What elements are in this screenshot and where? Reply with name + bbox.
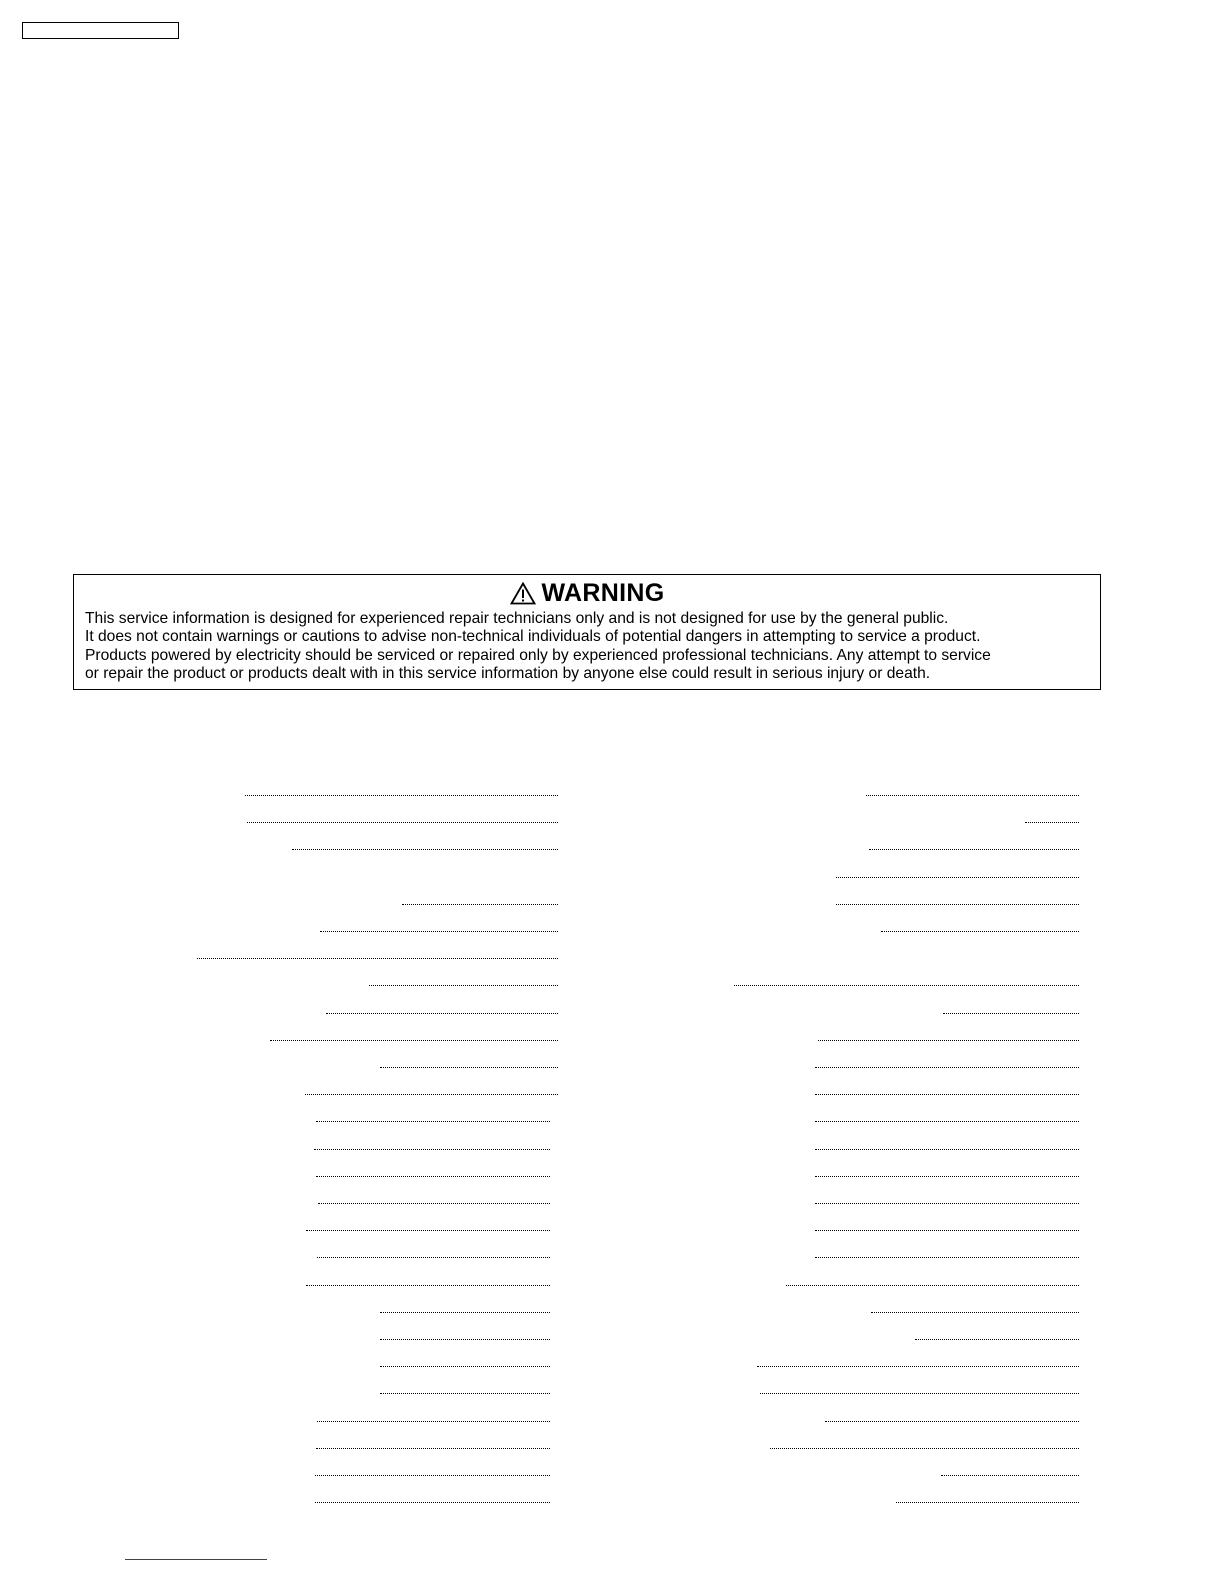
warning-line: This service information is designed for experienced repair technicians only and is not designed for use by the general public.	[85, 610, 949, 627]
toc-leader-right	[757, 1366, 1079, 1367]
toc-leader-right	[836, 877, 1079, 878]
toc-leader-left	[197, 958, 558, 959]
toc-leader-right	[881, 931, 1079, 932]
toc-leader-right	[915, 1339, 1079, 1340]
toc-leader-left	[380, 1067, 558, 1068]
toc-leader-right	[815, 1176, 1079, 1177]
toc-leader-left	[306, 1285, 550, 1286]
toc-leader-right	[770, 1448, 1079, 1449]
toc-leader-right	[943, 1013, 1079, 1014]
warning-line: Products powered by electricity should be serviced or repaired only by experienced professional technicians. Any attempt to service	[85, 646, 991, 664]
toc-leader-left	[318, 1203, 550, 1204]
toc-leader-right	[825, 1421, 1079, 1422]
toc-leader-right	[815, 1230, 1079, 1231]
warning-triangle-icon	[510, 582, 536, 605]
toc-leader-left	[369, 985, 558, 986]
toc-leader-left	[292, 849, 558, 850]
warning-line: or repair the product or products dealt with in this service information by anyone else could result in serious injury or death.	[85, 664, 931, 682]
warning-line: It does not contain warnings or cautions to advise non-technical individuals of potential dangers in attempting to service a product.	[85, 628, 981, 646]
toc-leader-left	[402, 904, 558, 905]
toc-leader-right	[760, 1393, 1079, 1394]
toc-leader-left	[315, 1502, 550, 1503]
toc-leader-left	[380, 1366, 550, 1367]
toc-leader-right	[836, 904, 1079, 905]
toc-leader-left	[326, 1013, 558, 1014]
toc-leader-right	[815, 1121, 1079, 1122]
toc-leader-right	[815, 1203, 1079, 1204]
toc-leader-left	[316, 1448, 550, 1449]
toc-leader-left	[380, 1339, 550, 1340]
toc-leader-left	[320, 931, 558, 932]
toc-leader-right	[815, 1257, 1079, 1258]
warning-heading	[74, 579, 1100, 607]
toc-leader-left	[247, 822, 558, 823]
toc-leader-right	[815, 1067, 1079, 1068]
toc-leader-left	[316, 1176, 550, 1177]
toc-leader-right	[866, 795, 1079, 796]
link-underline[interactable]	[125, 1559, 267, 1560]
warning-notice	[73, 574, 1101, 690]
header-label-box	[22, 22, 179, 39]
toc-leader-left	[314, 1149, 550, 1150]
toc-leader-right	[815, 1149, 1079, 1150]
toc-leader-left	[306, 1230, 550, 1231]
toc-leader-left	[317, 1421, 550, 1422]
toc-leader-left	[380, 1393, 550, 1394]
toc-leader-left	[317, 1257, 550, 1258]
toc-leader-right	[734, 985, 1079, 986]
toc-leader-left	[316, 1121, 550, 1122]
toc-leader-right	[896, 1502, 1079, 1503]
toc-leader-right	[941, 1475, 1079, 1476]
toc-leader-left	[270, 1040, 558, 1041]
toc-leader-left	[315, 1475, 550, 1476]
toc-leader-right	[1025, 822, 1079, 823]
warning-text	[85, 610, 1092, 683]
toc-leader-right	[869, 849, 1079, 850]
toc-leader-right	[871, 1312, 1079, 1313]
toc-leader-right	[786, 1285, 1079, 1286]
toc-leader-left	[245, 795, 558, 796]
toc-leader-right	[815, 1094, 1079, 1095]
toc-leader-left	[305, 1094, 558, 1095]
toc-leader-right	[818, 1040, 1079, 1041]
warning-title: WARNING	[541, 578, 665, 607]
toc-leader-left	[380, 1312, 550, 1313]
